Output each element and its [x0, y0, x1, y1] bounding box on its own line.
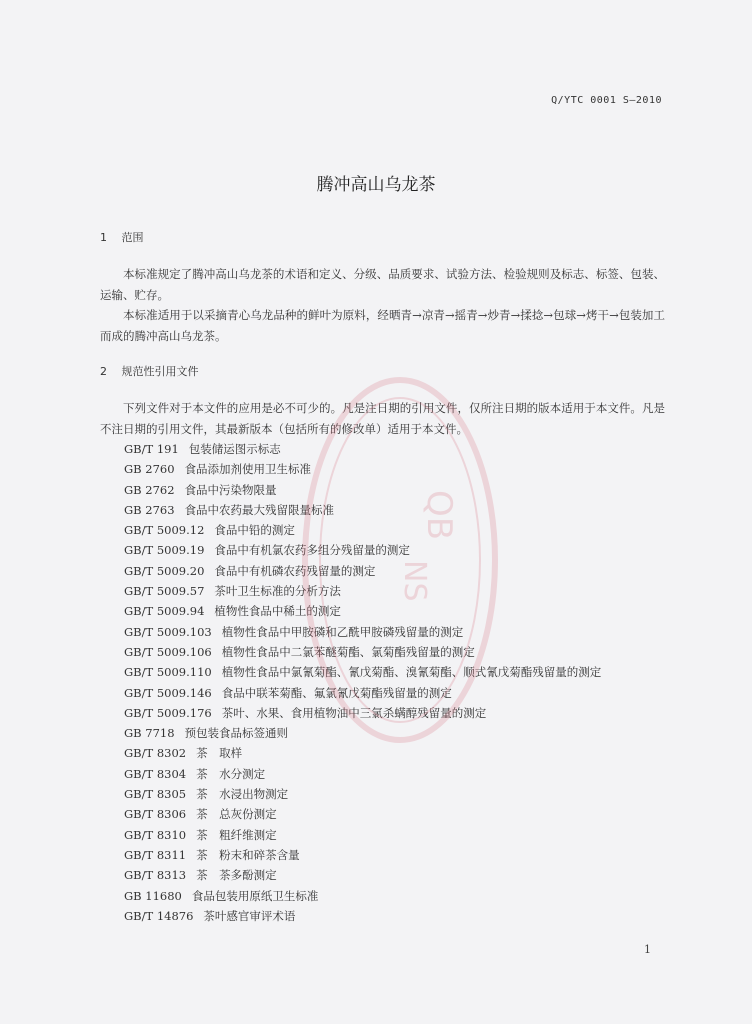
reference-item	[124, 439, 684, 459]
reference-title: 茶 水分测定	[196, 766, 266, 781]
reference-item	[124, 764, 684, 784]
reference-title: 茶叶卫生标准的分析方法	[214, 584, 341, 599]
reference-item	[124, 622, 684, 642]
reference-title: 植物性食品中氯氰菊酯、氰戊菊酯、溴氰菊酯、顺式氰戊菊酯残留量的测定	[221, 665, 602, 680]
reference-item	[124, 825, 684, 845]
reference-item	[124, 804, 684, 824]
reference-code: GB/T 5009.12	[124, 523, 205, 538]
reference-item	[124, 865, 684, 885]
reference-item	[124, 886, 684, 906]
reference-item	[124, 540, 684, 560]
standard-code: Q/YTC 0001 S—2010	[551, 95, 662, 106]
reference-code: GB/T 8306	[124, 807, 187, 822]
reference-title: 茶 总灰份测定	[196, 807, 277, 822]
reference-code: GB 2762	[124, 482, 175, 497]
reference-title: 食品中铅的测定	[214, 523, 295, 538]
reference-item	[124, 642, 684, 662]
reference-title: 茶叶、水果、食用植物油中三氯杀螨醇残留量的测定	[221, 705, 487, 720]
section-2-heading	[100, 363, 199, 379]
reference-title: 预包装食品标签通则	[184, 726, 289, 741]
reference-title: 食品中有机氯农药多组分残留量的测定	[214, 543, 410, 558]
reference-code: GB 7718	[124, 726, 175, 741]
reference-title: 食品中联苯菊酯、氟氯氰戊菊酯残留量的测定	[221, 685, 452, 700]
section-1-number: 1	[100, 231, 107, 244]
reference-item	[124, 845, 684, 865]
reference-item	[124, 703, 684, 723]
reference-title: 食品包装用原纸卫生标准	[191, 888, 319, 903]
reference-code: GB/T 14876	[124, 908, 194, 923]
reference-title: 植物性食品中稀土的测定	[214, 604, 341, 619]
reference-code: GB/T 8310	[124, 827, 187, 842]
section-2-number: 2	[100, 365, 107, 378]
reference-item	[124, 906, 684, 926]
reference-code: GB/T 5009.176	[124, 705, 212, 720]
reference-item	[124, 601, 684, 621]
reference-code: GB/T 8304	[124, 766, 187, 781]
reference-code: GB/T 5009.94	[124, 604, 205, 619]
reference-item	[124, 480, 684, 500]
reference-item	[124, 784, 684, 804]
reference-title: 茶 取样	[196, 746, 243, 761]
reference-item	[124, 581, 684, 601]
page-number: 1	[644, 943, 651, 956]
reference-code: GB 2763	[124, 502, 175, 517]
reference-title: 食品中有机磷农药残留量的测定	[214, 563, 376, 578]
reference-title: 茶 水浸出物测定	[196, 787, 289, 802]
section-1-title: 范围	[121, 231, 144, 244]
reference-title: 食品添加剂使用卫生标准	[184, 462, 312, 477]
reference-item	[124, 662, 684, 682]
scope-paragraph-1: 本标准规定了腾冲高山乌龙茶的术语和定义、分级、品质要求、试验方法、检验规则及标志、标签、包装、运输、贮存。	[100, 267, 665, 302]
reference-title: 植物性食品中甲胺磷和乙酰甲胺磷残留量的测定	[221, 624, 464, 639]
reference-title: 茶 茶多酚测定	[196, 868, 277, 883]
reference-code: GB/T 8305	[124, 787, 187, 802]
reference-code: GB/T 8313	[124, 868, 187, 883]
reference-title: 食品中农药最大残留限量标准	[184, 502, 335, 517]
document-title: 腾冲高山乌龙茶	[316, 175, 436, 195]
section-1-heading	[100, 229, 144, 245]
reference-item	[124, 520, 684, 540]
reference-title: 茶叶感官审评术语	[203, 908, 296, 923]
reference-code: GB/T 191	[124, 442, 179, 456]
reference-item	[124, 500, 684, 520]
reference-list	[124, 439, 684, 926]
reference-code: GB/T 5009.20	[124, 563, 205, 578]
svg-text:QB: QB	[419, 490, 459, 541]
reference-item	[124, 561, 684, 581]
reference-title: 茶 粉末和碎茶含量	[196, 847, 300, 862]
reference-code: GB/T 5009.106	[124, 644, 212, 659]
reference-code: GB/T 5009.103	[124, 624, 212, 639]
section-2-title: 规范性引用文件	[121, 365, 199, 378]
reference-item	[124, 459, 684, 479]
reference-code: GB/T 5009.110	[124, 665, 212, 680]
reference-item	[124, 683, 684, 703]
reference-code: GB/T 5009.146	[124, 685, 212, 700]
reference-item	[124, 743, 684, 763]
svg-text:NS: NS	[397, 560, 432, 602]
reference-code: GB/T 5009.57	[124, 584, 205, 599]
reference-title: 食品中污染物限量	[184, 482, 277, 497]
scope-paragraph-2: 本标准适用于以采摘青心乌龙品种的鲜叶为原料，经晒青→凉青→摇青→炒青→揉捻→包球→烤干→包装加工而成的腾冲高山乌龙茶。	[100, 308, 665, 343]
reference-code: GB/T 8302	[124, 746, 187, 761]
reference-code: GB/T 8311	[124, 847, 187, 862]
reference-code: GB 2760	[124, 462, 175, 477]
reference-title: 植物性食品中二氯苯醚菊酯、氯菊酯残留量的测定	[221, 644, 475, 659]
reference-title: 包装储运图示标志	[188, 442, 281, 456]
reference-item	[124, 723, 684, 743]
reference-code: GB/T 5009.19	[124, 543, 205, 558]
reference-code: GB 11680	[124, 888, 182, 903]
reference-title: 茶 粗纤维测定	[196, 827, 277, 842]
references-intro-paragraph: 下列文件对于本文件的应用是必不可少的。凡是注日期的引用文件，仅所注日期的版本适用于本文件。凡是不注日期的引用文件，其最新版本（包括所有的修改单）适用于本文件。	[100, 401, 665, 436]
